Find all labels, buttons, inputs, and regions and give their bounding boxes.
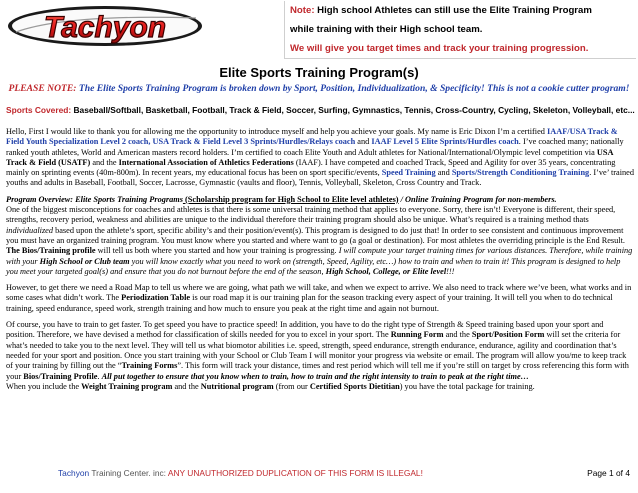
overview-head: Program Overview: Elite Sports Training Programs (6, 194, 183, 204)
training-forms: Training Forms (121, 361, 178, 371)
please-note (0, 83, 638, 94)
footer (0, 464, 638, 484)
tachyon-logo (6, 4, 204, 48)
dietitian: Certified Sports Dietitian (309, 381, 400, 391)
overview-tail: / Online Training Program for non-members. (398, 194, 557, 204)
page-title: Elite Sports Training Program(s) (219, 65, 419, 80)
page-number: Page 1 of 4 (587, 468, 630, 478)
course-paragraph: Of course, you have to train to get faster. To get speed you have to practice speed! In addition, you have to do the right type of Strength & Speed training based upon your sport and position. Therefore, we have devised a method for classification of skills needed for you to excel in your sport. The Running Form and the Sport/Position Form will set the criteria for what’s needed to take you to the next level. They will tell us what biomotor abilities i.e. speed, strength, speed endurance, strength endurance, endurance, agility and coordination that’s needed for your sport and position. Once you start training with your School or Club Team I will monitor your progress via website or email. The program will allow you/me to keep track of your training by filling out the “Training Forms”. This form will track your distance, times and rest period which will tell me if you’re still on target by cross referencing this form with your Bios/Training Profile. All put together to ensure that you know when to train, how to train and the right intensity to train to peak at the right time… When you include the Weight Training program and the Nutritional program (from our Certified Sports Dietitian) you have the total package for training. (6, 320, 629, 391)
intro-paragraph: Hello, First I would like to thank you for allowing me the opportunity to introduce myself and help you achieve your goals. My name is Eric Dixon I’m a certified IAAF/USA Track & Field Youth Specialization Level 2 coach, USA Track & Field Level 3 Sprints/Hurdles/Relays coach and IAAF Level 5 Elite Sprints/Hurdles coach. I’ve coached many; nationally ranked youth athletes, World and American masters record holders. I’m certified to coach Elite Youth and Adult athletes for National/International/Olympic level competition via USA Track & Field (USATF) and the International Association of Athletics Federations (IAAF). I have competed and coached Track, Speed and Agility for over 35 years, concentrating mainly on sprinting events (40m-800m). In recent years, my educational focus has been on sport specific/events, Speed Training and Sports/Strength Conditioning Training. I’ve’ trained youths and adults in Baseball, Football, Soccer, Lacrosse, Gymnastic (vaults and floor), Tennis, Volleyball, Skeleton, Cross Country and Track. (6, 127, 634, 188)
note-line-3: We will give you target times and track your training progression. (290, 43, 589, 54)
iaaf: International Association of Athletics Federations (118, 157, 294, 167)
periodization-table: Periodization Table (121, 293, 191, 303)
bios-profile: The Bios/Training profile (6, 246, 96, 256)
sports-label: Sports Covered: (6, 105, 72, 115)
footer-brand: Tachyon (58, 468, 90, 478)
usatf: USA Track & Field (USATF) (6, 147, 613, 167)
sports-covered (6, 105, 636, 115)
cert-usatf-link: IAAF/USA Track & Field Youth Specialization Level 2 coach, USA Track & Field Level 3 Sprints/Hurdles/Relays coach (6, 127, 618, 147)
individualized: individualized (6, 225, 54, 235)
overview-paragraph: Program Overview: Elite Sports Training Programs (Scholarship program for High School to Elite level athletes) / Online Training Program for non-members. One of the biggest misconceptions for coaches and athletes is that there is some universal training method that applies to everyone. Sorry, there isn’t! Everyone is different, their speed, strengths, recovery period, weakness and abilities are unique to the individual therefore their training program should also be unique. What’s required is a training method thats individualized based upon the athlete’s sport, specific ability’s and their position/event(s). This program is designed to do just that! In order to see consistent and continuous improvement you must have an organized training program. You must know where you started and where want to go (a goal or destination). For most athletes the overriding principle is the End Result. The Bios/Training profile will tell us both where you started and how your training is progressing. I will compute your target training times for various distances. Therefore, while training with your High School or Club team you will know exactly what you need to work on (strength, Speed, Agility, etc…) how to train and when to train it! This program is designed to help you meet your targeted goal(s) and ensure that you do not burnout before the end of the season, High School, College, or Elite level!!! (6, 194, 633, 276)
weight-training: Weight Training program (81, 381, 173, 391)
document-body (6, 127, 634, 398)
bios-training-profile: Bios/Training Profile (23, 371, 98, 381)
footer-warning: ANY UNAUTHORIZED DUPLICATION OF THIS FORM IS ILLEGAL! (167, 468, 423, 478)
note-box (284, 1, 636, 59)
footer-left: Tachyon Training Center. inc: ANY UNAUTHORIZED DUPLICATION OF THIS FORM IS ILLEGAL! (58, 468, 423, 478)
sports-list: Baseball/Softball, Basketball, Football, Track & Field, Soccer, Surfing, Gymnastics, Tennis, Cross-Country, Cycling, Skeleton, Volleyball, etc... (71, 105, 635, 115)
cert-iaaf: IAAF Level 5 Elite Sprints/Hurdles coach (371, 137, 519, 147)
overview-paren: (Scholarship program for High School to Elite level athletes) (182, 194, 399, 204)
running-form: Running Form (390, 330, 444, 340)
sport-position-form: Sport/Position Form (471, 330, 545, 340)
please-note-label: PLEASE NOTE: (8, 83, 77, 94)
roadmap-paragraph: However, to get there we need a Road Map to tell us where we are going, what path we will take, and when we expect to arrive. We also need to track where we’ve been, what works and in some cases what didn’t work. The Periodization Table is our road map it is our training plan for the season tracking every aspect of your training. It will tell you when to do technical training, speed endurance, speed work, strength training and how much to ensure you peak at the right time and again not burnout. (6, 283, 632, 313)
nutritional-program: Nutritional program (200, 381, 274, 391)
logo-text: Tachyon (43, 11, 167, 44)
note-line-1: High school Athletes can still use the Elite Training Program (314, 5, 592, 16)
note-label: Note: (290, 5, 315, 16)
header (0, 0, 638, 60)
speed-training: Speed Training (381, 168, 436, 178)
please-note-text: The Elite Sports Training Program is broken down by Sport, Position, Individualization, & Specificity! This is not a cookie cutter program! (76, 83, 630, 94)
note-line-2: while training with their High school team. (290, 24, 483, 35)
strength-conditioning: Sports/Strength Conditioning Training (451, 168, 590, 178)
